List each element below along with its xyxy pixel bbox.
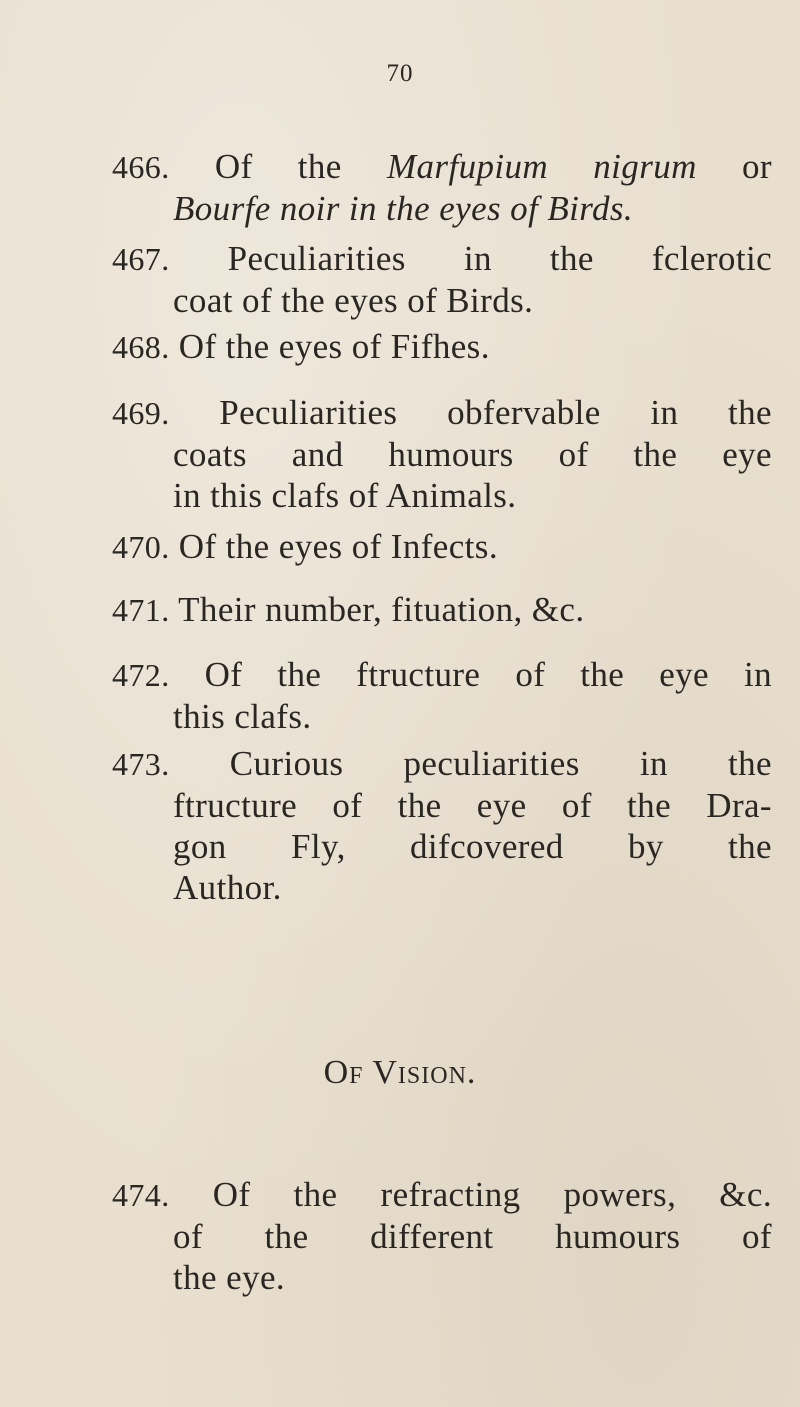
entry-number: 471.	[112, 592, 170, 628]
entry-469	[112, 392, 772, 516]
entry-text: this clafs.	[173, 697, 312, 736]
entry-text: Of the ftructure of the eye in	[204, 655, 772, 694]
entry-number: 472.	[112, 657, 170, 693]
entry-number: 467.	[112, 241, 170, 277]
entry-number: 470.	[112, 529, 170, 565]
entry-text: the eye.	[173, 1258, 286, 1297]
entry-number: 469.	[112, 395, 170, 431]
page-number: 70	[386, 60, 414, 87]
entry-text: Of the eyes of Fifhes.	[178, 327, 490, 366]
entry-472	[112, 654, 772, 737]
entry-number: 468.	[112, 329, 170, 365]
section-heading-text: Of Vision.	[323, 1054, 477, 1091]
entry-text-italic: Marfupium nigrum	[386, 147, 697, 186]
entry-text: ftructure of the eye of the Dra-	[173, 786, 772, 825]
entry-text: Of the refracting powers, &c.	[212, 1175, 773, 1214]
entry-466	[112, 146, 772, 229]
entry-471	[112, 589, 772, 631]
entry-text: Author.	[173, 868, 282, 907]
entry-text-italic: Bourfe	[173, 189, 271, 228]
entry-text: Peculiarities obfervable in the	[219, 393, 772, 432]
entry-text: Curious peculiarities in the	[229, 744, 772, 783]
entry-text: Of the eyes of Infects.	[178, 527, 498, 566]
entry-text-italic: noir in the eyes of Birds.	[270, 189, 634, 228]
entry-470	[112, 526, 772, 568]
entry-text: Peculiarities in the fclerotic	[227, 239, 772, 278]
entry-text: gon Fly, difcovered by the	[173, 827, 772, 866]
entry-text: Of the	[214, 147, 387, 186]
entry-text: or	[696, 147, 772, 186]
entry-text: of the different humours of	[173, 1217, 772, 1256]
entry-number: 473.	[112, 746, 170, 782]
section-heading	[0, 1054, 800, 1092]
entry-467	[112, 238, 772, 321]
entry-468	[112, 326, 772, 368]
entry-number: 474.	[112, 1177, 170, 1213]
entry-text: Their number, fituation, &c.	[178, 590, 585, 629]
entry-474	[112, 1174, 772, 1298]
entry-text: coats and humours of the eye	[173, 435, 772, 474]
entry-number: 466.	[112, 149, 170, 185]
entry-text: in this clafs of Animals.	[173, 476, 517, 515]
entry-text: coat of the eyes of Birds.	[173, 281, 534, 320]
entry-473	[112, 743, 772, 908]
